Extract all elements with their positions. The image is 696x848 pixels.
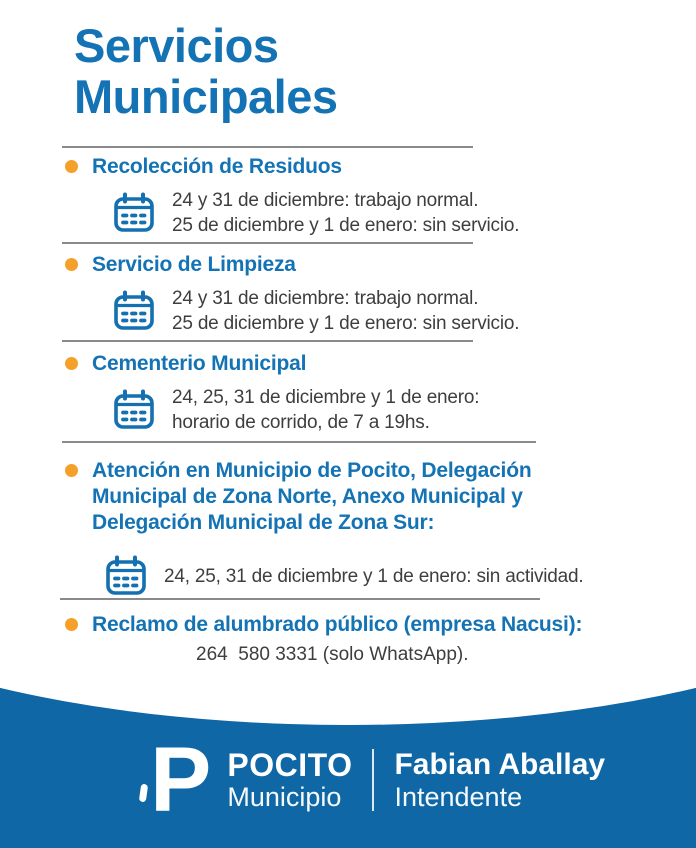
section-heading-row	[65, 154, 696, 180]
section-heading-row	[65, 252, 696, 278]
schedule-line: 24 y 31 de diciembre: trabajo normal.	[172, 190, 479, 211]
section-body	[104, 554, 696, 598]
pocito-logo	[140, 729, 212, 831]
section-heading: Reclamo de alumbrado público (empresa Nacusi):	[92, 613, 583, 636]
divider	[62, 242, 473, 244]
bullet-dot-icon	[65, 464, 78, 477]
schedule-lines	[172, 286, 519, 336]
calendar-icon	[112, 388, 156, 432]
schedule-line: 25 de diciembre y 1 de enero: sin servicio.	[172, 313, 520, 334]
bullet-dot-icon	[65, 618, 78, 631]
bullet-dot-icon	[65, 160, 78, 173]
section-servicio-de-limpieza	[0, 252, 696, 336]
logo-apostrophe-icon	[139, 784, 148, 803]
section-body	[112, 385, 696, 435]
section-heading: Recolección de Residuos	[92, 155, 342, 178]
bullet-dot-icon	[65, 258, 78, 271]
section-cementerio-municipal	[0, 351, 696, 435]
section-recoleccion-de-residuos	[0, 154, 696, 238]
calendar-icon	[104, 554, 148, 598]
org-subtitle: Municipio	[227, 781, 342, 812]
schedule-line: 24 y 31 de diciembre: trabajo normal.	[172, 288, 479, 309]
page-title-line1: Servicios	[74, 19, 279, 72]
section-heading: Atención en Municipio de Pocito, Delegación Municipal de Zona Norte, Anexo Municipal y Delegación Municipal de Zona Sur:	[92, 459, 532, 534]
schedule-line: 24, 25, 31 de diciembre y 1 de enero: sin actividad.	[164, 565, 584, 587]
person-title: Intendente	[394, 781, 523, 812]
phone-number: 264 580 3331 (solo WhatsApp).	[196, 644, 469, 665]
section-heading: Cementerio Municipal	[92, 352, 307, 375]
person-name: Fabian Aballay	[394, 747, 606, 781]
person-block	[394, 749, 605, 812]
divider	[62, 340, 473, 342]
page-title-line2: Municipales	[74, 70, 338, 123]
bullet-dot-icon	[65, 357, 78, 370]
section-body	[112, 286, 696, 336]
logo-letter: P	[150, 729, 212, 831]
calendar-icon	[112, 289, 156, 333]
schedule-line: 25 de diciembre y 1 de enero: sin servicio.	[172, 215, 520, 236]
section-atencion-municipio	[0, 458, 696, 598]
footer-divider	[372, 749, 374, 811]
footer	[140, 729, 606, 831]
divider	[60, 598, 540, 600]
divider	[62, 146, 473, 148]
page-title	[74, 20, 338, 122]
org-block	[227, 746, 353, 812]
section-heading-row	[65, 458, 696, 536]
org-name: POCITO	[227, 746, 353, 783]
section-reclamo-alumbrado	[0, 612, 696, 667]
section-body	[112, 188, 696, 238]
schedule-lines	[172, 188, 519, 238]
section-heading: Servicio de Limpieza	[92, 253, 296, 276]
schedule-line: horario de corrido, de 7 a 19hs.	[172, 412, 430, 433]
divider	[62, 441, 536, 443]
section-heading-row	[65, 612, 696, 638]
schedule-lines	[172, 385, 479, 435]
calendar-icon	[112, 191, 156, 235]
schedule-lines	[164, 564, 583, 589]
schedule-line: 24, 25, 31 de diciembre y 1 de enero:	[172, 387, 480, 408]
section-heading-row	[65, 351, 696, 377]
